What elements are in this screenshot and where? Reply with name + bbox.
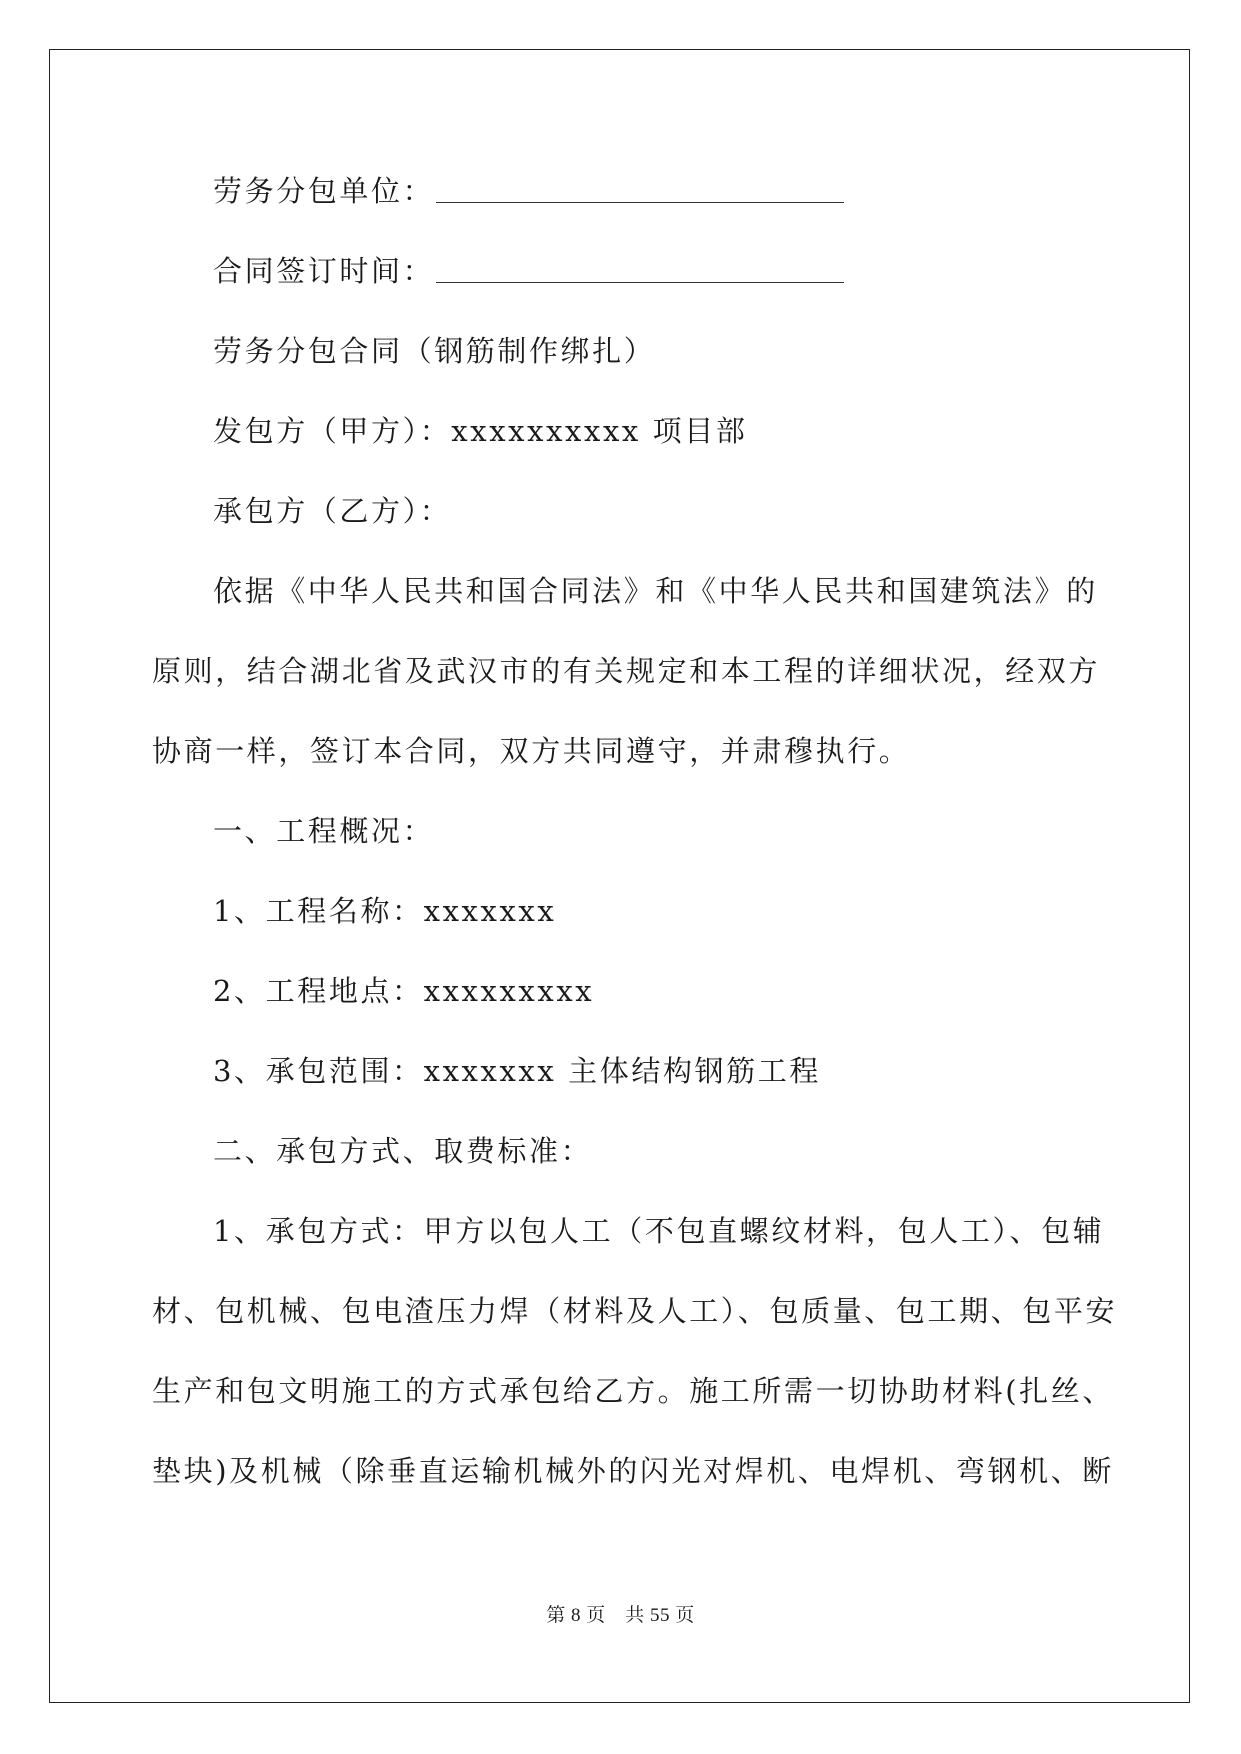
contract-scope-line: 3、承包范围：xxxxxxx 主体结构钢筋工程 bbox=[213, 1054, 821, 1088]
preamble-line-2: 原则，结合湖北省及武汉市的有关规定和本工程的详细状况，经双方 bbox=[152, 654, 1101, 688]
contract-method-line-4: 垫块)及机械（除垂直运输机械外的闪光对焊机、电焊机、弯钢机、断 bbox=[152, 1454, 1114, 1488]
section-heading-contract-method: 二、承包方式、取费标准： bbox=[213, 1134, 593, 1168]
page-number-footer: 第 8 页 共 55 页 bbox=[546, 1605, 695, 1626]
party-a-line: 发包方（甲方）：xxxxxxxxxx 项目部 bbox=[213, 414, 748, 448]
labor-subcontractor-line bbox=[213, 171, 844, 211]
section-heading-project-overview: 一、工程概况： bbox=[213, 814, 435, 848]
sign-date-label: 合同签订时间： bbox=[213, 254, 435, 288]
contract-method-line-2: 材、包机械、包电渣压力焊（材料及人工）、包质量、包工期、包平安 bbox=[152, 1294, 1118, 1328]
project-name-line: 1、工程名称：xxxxxxx bbox=[213, 894, 557, 928]
preamble-line-3: 协商一样，签订本合同，双方共同遵守，并肃穆执行。 bbox=[152, 734, 911, 768]
sign-date-blank[interactable] bbox=[436, 256, 844, 283]
contract-method-line-1: 1、承包方式：甲方以包人工（不包直螺纹材料，包人工）、包辅 bbox=[213, 1214, 1105, 1248]
sign-date-line bbox=[213, 251, 844, 291]
contract-method-line-3: 生产和包文明施工的方式承包给乙方。施工所需一切协助材料(扎丝、 bbox=[152, 1374, 1114, 1408]
contract-title: 劳务分包合同（钢筋制作绑扎） bbox=[213, 334, 656, 368]
labor-subcontractor-label: 劳务分包单位： bbox=[213, 174, 435, 208]
party-b-line: 承包方（乙方）： bbox=[213, 494, 452, 528]
project-location-line: 2、工程地点：xxxxxxxxx bbox=[213, 974, 595, 1008]
labor-subcontractor-blank[interactable] bbox=[436, 176, 844, 203]
preamble-line-1: 依据《中华人民共和国合同法》和《中华人民共和国建筑法》的 bbox=[213, 574, 1098, 608]
